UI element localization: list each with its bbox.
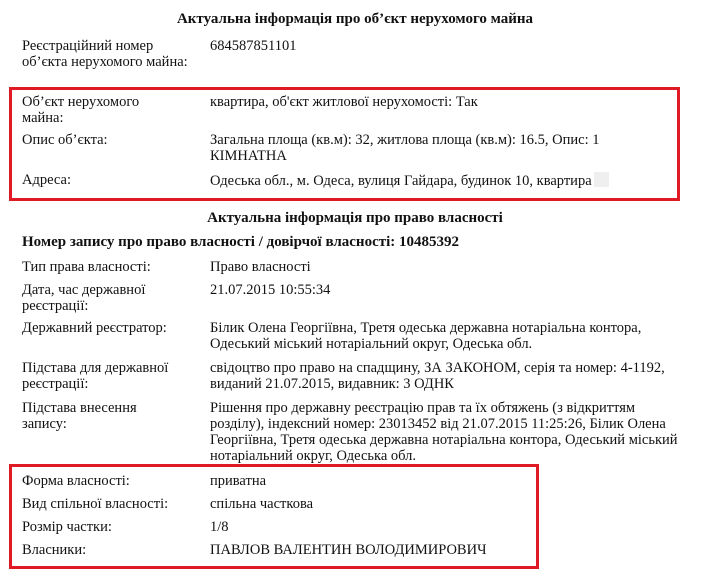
highlight-box-object: [9, 87, 680, 201]
row-label: Опис об’єкта:: [22, 132, 108, 148]
highlight-box-ownership: [9, 464, 539, 569]
row-value: 684587851101: [210, 38, 297, 54]
row-label: Форма власності:: [22, 473, 130, 489]
row-value: квартира, об'єкт житлової нерухомості: Так: [210, 94, 478, 110]
row-value: ПАВЛОВ ВАЛЕНТИН ВОЛОДИМИРОВИЧ: [210, 542, 487, 558]
row-label: Розмір частки:: [22, 519, 112, 535]
row-label: Об’єкт нерухомого майна:: [22, 94, 140, 126]
row-value: Загальна площа (кв.м): 32, житлова площа (кв.м): 16.5, Опис: 1 КІМНАТНА: [210, 132, 600, 164]
section-object-title: Актуальна інформація про об’єкт нерухомого майна: [176, 11, 534, 27]
row-label: Підстава внесення запису:: [22, 400, 137, 432]
row-value: 21.07.2015 10:55:34: [210, 282, 331, 298]
row-label: Власники:: [22, 542, 87, 558]
row-label: Реєстраційний номер об’єкта нерухомого майна:: [22, 38, 188, 70]
row-value: свідоцтво про право на спадщину, ЗА ЗАКОНОМ, серія та номер: 4-1192, виданий 21.07.2015, видавник: 3 ОДНК: [210, 360, 665, 392]
row-value: приватна: [210, 473, 267, 489]
row-label: Дата, час державної реєстрації:: [22, 282, 146, 314]
row-value: 1/8: [210, 519, 229, 535]
row-value: Білик Олена Георгіївна, Третя одеська державна нотаріальна контора, Одеський міський нотаріальний округ, Одеська обл.: [210, 320, 642, 352]
row-label: Державний реєстратор:: [22, 320, 167, 336]
row-label: Тип права власності:: [22, 259, 151, 275]
address-text: Одеська обл., м. Одеса, вулиця Гайдара, будинок 10, квартира: [210, 173, 592, 189]
row-label: Вид спільної власності:: [22, 496, 169, 512]
record-number-line: Номер запису про право власності / довірчої власності: 10485392: [22, 234, 460, 250]
section-ownership-title: Актуальна інформація про право власності: [207, 210, 503, 226]
row-value: спільна часткова: [210, 496, 314, 512]
row-value: Рішення про державну реєстрацію прав та їх обтяжень (з відкриттям розділу), індексний номер: 23013452 від 21.07.2015 11:25:26, Білик Олена Георгіївна, Третя одеська державна нотаріальна контора, Одеський міський нотаріальний округ, Одеська обл.: [210, 400, 678, 464]
row-value: Право власності: [210, 259, 311, 275]
row-label: Адреса:: [22, 172, 71, 188]
row-label: Підстава для державної реєстрації:: [22, 360, 169, 392]
